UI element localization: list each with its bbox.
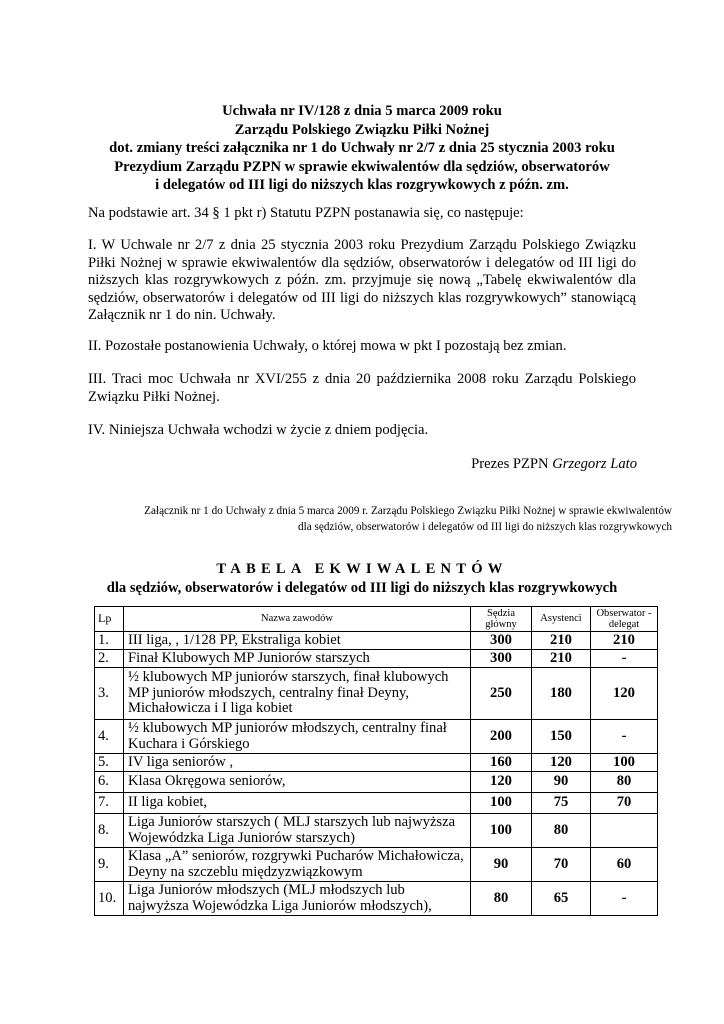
row-observer: 80 <box>591 772 658 793</box>
issuing-body: Zarządu Polskiego Związku Piłki Nożnej <box>234 121 490 138</box>
row-assistants: 150 <box>532 720 591 754</box>
subject-line-1: dot. zmiany treści załącznika nr 1 do Uchwały nr 2/7 z dnia 25 stycznia 2003 roku <box>109 140 615 157</box>
row-name: Liga Juniorów starszych ( MLJ starszych lub najwyższa Wojewódzka Liga Juniorów starszych) <box>124 814 471 848</box>
signature-name: Grzegorz Lato <box>552 456 637 472</box>
row-referee: 100 <box>471 793 532 814</box>
table-subtitle: dla sędziów, obserwatorów i delegatów od III ligi do niższych klas rozgrywkowych <box>106 580 618 596</box>
row-observer: 120 <box>591 668 658 720</box>
equivalents-table <box>94 606 658 916</box>
row-lp: 9. <box>95 848 124 882</box>
table-row <box>95 650 658 668</box>
row-name: III liga, , 1/128 PP, Ekstraliga kobiet <box>124 632 471 650</box>
table-row <box>95 848 658 882</box>
annex-note <box>52 503 672 535</box>
row-name: ½ klubowych MP juniorów starszych, finał klubowych MP juniorów młodszych, centralny finał Deyny, Michałowicza i I liga kobiet <box>124 668 471 720</box>
resolution-title: Uchwała nr IV/128 z dnia 5 marca 2009 roku <box>222 103 502 119</box>
signature <box>471 455 637 473</box>
row-referee: 300 <box>471 632 532 650</box>
row-referee: 160 <box>471 754 532 772</box>
table-title: TABELA EKWIWALENTÓW <box>216 561 508 577</box>
row-referee: 200 <box>471 720 532 754</box>
row-name: IV liga seniorów , <box>124 754 471 772</box>
row-lp: 6. <box>95 772 124 793</box>
paragraph-iv: IV. Niniejsza Uchwała wchodzi w życie z dniem podjęcia. <box>88 422 429 438</box>
row-observer: 60 <box>591 848 658 882</box>
table-row <box>95 668 658 720</box>
header-lp: Lp <box>95 607 124 632</box>
row-referee: 90 <box>471 848 532 882</box>
row-observer <box>591 814 658 848</box>
subject-line-3: i delegatów od III ligi do niższych klas rozgrywkowych z późn. zm. <box>155 177 569 194</box>
header-name: Nazwa zawodów <box>124 607 471 632</box>
row-assistants: 65 <box>532 882 591 916</box>
row-observer: 100 <box>591 754 658 772</box>
row-assistants: 210 <box>532 650 591 668</box>
row-assistants: 120 <box>532 754 591 772</box>
resolution-header <box>0 102 724 195</box>
row-assistants: 80 <box>532 814 591 848</box>
signature-title: Prezes PZPN <box>471 456 549 472</box>
table-row <box>95 882 658 916</box>
paragraph-ii: II. Pozostałe postanowienia Uchwały, o której mowa w pkt I pozostają bez zmian. <box>88 338 567 354</box>
annex-note-line-2: dla sędziów, obserwatorów i delegatów od III ligi do niższych klas rozgrywkowych <box>298 521 672 533</box>
row-referee: 120 <box>471 772 532 793</box>
row-assistants: 90 <box>532 772 591 793</box>
row-referee: 80 <box>471 882 532 916</box>
row-lp: 4. <box>95 720 124 754</box>
row-name: Liga Juniorów młodszych (MLJ młodszych lub najwyższa Wojewódzka Liga Juniorów młodszych), <box>124 882 471 916</box>
row-lp: 2. <box>95 650 124 668</box>
paragraph-i: I. W Uchwale nr 2/7 z dnia 25 stycznia 2003 roku Prezydium Zarządu Polskiego Związku Piłki Nożnej w sprawie ekwiwalentów dla sędziów, obserwatorów i delegatów od III ligi do niższych klas rozgrywkowych z późn. zm. przyjmuje się nową „Tabelę ekwiwalentów dla sędziów, obserwatorów i delegatów od III ligi do niższych klas rozgrywkowych” stanowiącą Załącznik nr 1 do nin. Uchwały. <box>88 237 636 324</box>
row-name: Finał Klubowych MP Juniorów starszych <box>124 650 471 668</box>
row-lp: 3. <box>95 668 124 720</box>
header-assistants: Asystenci <box>532 607 591 632</box>
row-observer: - <box>591 650 658 668</box>
header-observer: Obserwator - delegat <box>591 607 658 632</box>
table-row <box>95 814 658 848</box>
table-row <box>95 793 658 814</box>
row-lp: 10. <box>95 882 124 916</box>
row-referee: 250 <box>471 668 532 720</box>
row-assistants: 180 <box>532 668 591 720</box>
row-name: Klasa Okręgowa seniorów, <box>124 772 471 793</box>
row-name: II liga kobiet, <box>124 793 471 814</box>
row-assistants: 75 <box>532 793 591 814</box>
table-header-row <box>95 607 658 632</box>
row-lp: 5. <box>95 754 124 772</box>
row-lp: 1. <box>95 632 124 650</box>
row-referee: 100 <box>471 814 532 848</box>
intro-paragraph: Na podstawie art. 34 § 1 pkt r) Statutu PZPN postanawia się, co następuje: <box>88 205 524 221</box>
header-referee: Sędzia główny <box>471 607 532 632</box>
row-name: Klasa „A” seniorów, rozgrywki Pucharów Michałowicza, Deyny na szczeblu międzyzwiązkowym <box>124 848 471 882</box>
row-observer: 70 <box>591 793 658 814</box>
row-observer: - <box>591 882 658 916</box>
row-referee: 300 <box>471 650 532 668</box>
row-observer: 210 <box>591 632 658 650</box>
table-row <box>95 720 658 754</box>
table-row <box>95 772 658 793</box>
row-observer: - <box>591 720 658 754</box>
row-assistants: 210 <box>532 632 591 650</box>
row-name: ½ klubowych MP juniorów młodszych, centralny finał Kuchara i Górskiego <box>124 720 471 754</box>
row-lp: 7. <box>95 793 124 814</box>
subject-line-2: Prezydium Zarządu PZPN w sprawie ekwiwalentów dla sędziów, obserwatorów <box>114 158 610 175</box>
annex-note-line-1: Załącznik nr 1 do Uchwały z dnia 5 marca 2009 r. Zarządu Polskiego Związku Piłki Nożnej w sprawie ekwiwalentów <box>144 505 672 517</box>
table-row <box>95 632 658 650</box>
table-row <box>95 754 658 772</box>
row-assistants: 70 <box>532 848 591 882</box>
paragraph-iii: III. Traci moc Uchwała nr XVI/255 z dnia 20 października 2008 roku Zarządu Polskiego Związku Piłki Nożnej. <box>88 371 636 405</box>
row-lp: 8. <box>95 814 124 848</box>
